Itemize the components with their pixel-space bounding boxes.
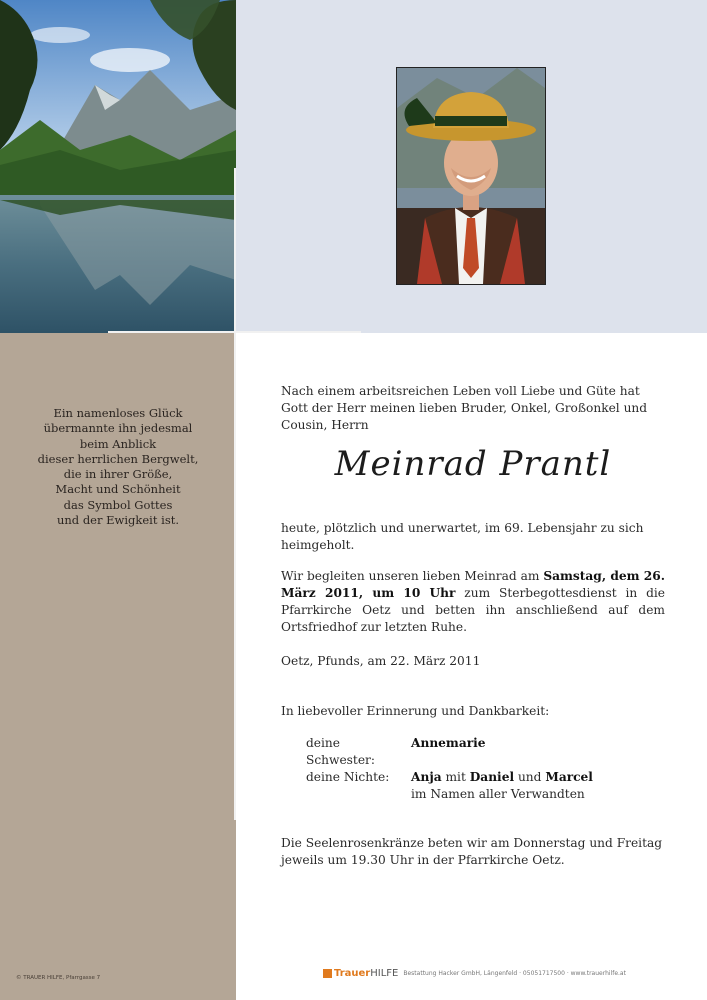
intro-paragraph: Nach einem arbeitsreichen Leben voll Liebe und Güte hat Gott der Herr meinen lieben Bruder, Onkel, Großonkel und Cousin, Herrn	[281, 384, 648, 432]
memorial-quote	[0, 406, 236, 528]
rosary-paragraph: Die Seelenrosenkränze beten wir am Donnerstag und Freitag jeweils um 19.30 Uhr in der Pfarrkirche Oetz.	[281, 836, 663, 867]
grand-nephew-name: Daniel	[469, 770, 515, 784]
niece-name: Anja	[411, 770, 442, 784]
logo-icon	[323, 969, 332, 978]
mourner-row-relatives	[306, 786, 593, 803]
funeral-paragraph	[281, 568, 665, 636]
memory-line: In liebevoller Erinnerung und Dankbarkeit:	[281, 704, 550, 718]
portrait-illustration	[397, 68, 545, 284]
footer-branding	[323, 968, 626, 979]
death-notice: heute, plötzlich und unerwartet, im 69. Lebensjahr zu sich heimgeholt.	[281, 521, 644, 552]
quote-line: Macht und Schönheit	[55, 482, 181, 497]
quote-line: Ein namenloses Glück	[53, 406, 183, 420]
quote-line: die in ihrer Größe,	[63, 467, 173, 482]
funeral-date: Samstag, dem 26. März 2011, um 10 Uhr	[281, 569, 665, 600]
quote-line: beim Anblick	[79, 436, 157, 451]
footer-copyright: © TRAUER HILFE, Pfarrgasse 7	[16, 975, 101, 981]
mourner-row-sister	[306, 735, 593, 769]
relation-sister: deine Schwester:	[306, 736, 375, 767]
relation-spacer	[306, 786, 411, 803]
portrait-photo	[396, 67, 546, 285]
company-info: Bestattung Hacker GmbH, Längenfeld · 05051717500 · www.trauerhilfe.at	[403, 970, 626, 977]
funeral-text-1: Wir begleiten unseren lieben Meinrad am	[281, 569, 544, 583]
sister-name: Annemarie	[411, 736, 486, 750]
quote-line: und der Ewigkeit ist.	[56, 513, 179, 528]
niece-names	[411, 769, 593, 786]
conjunction: und	[514, 770, 546, 784]
place-date: Oetz, Pfunds, am 22. März 2011	[281, 654, 481, 668]
quote-line: das Symbol Gottes	[63, 497, 173, 512]
mountain-lake-image	[0, 0, 236, 333]
mourners-list	[306, 735, 593, 803]
quote-line: dieser herrlichen Bergwelt,	[37, 451, 199, 466]
relation-niece: deine Nichte:	[306, 770, 390, 784]
mountain-lake-illustration	[0, 0, 236, 333]
mourner-row-niece	[306, 769, 593, 786]
cross-horizontal-bar	[108, 331, 361, 333]
funeral-text-2: zum Sterbegottesdienst in die Pfarrkirche Oetz und betten ihn anschließend auf dem Ortsfriedhof zur letzten Ruhe.	[281, 586, 665, 634]
logo-text-hilfe: HILFE	[370, 968, 399, 979]
relatives-line: im Namen aller Verwandten	[411, 787, 585, 801]
quote-line: übermannte ihn jedesmal	[43, 421, 193, 436]
grand-nephew-name: Marcel	[545, 770, 593, 784]
logo-text-trauer: Trauer	[334, 968, 371, 979]
conjunction: mit	[441, 770, 470, 784]
deceased-name: Meinrad Prantl	[334, 444, 612, 484]
